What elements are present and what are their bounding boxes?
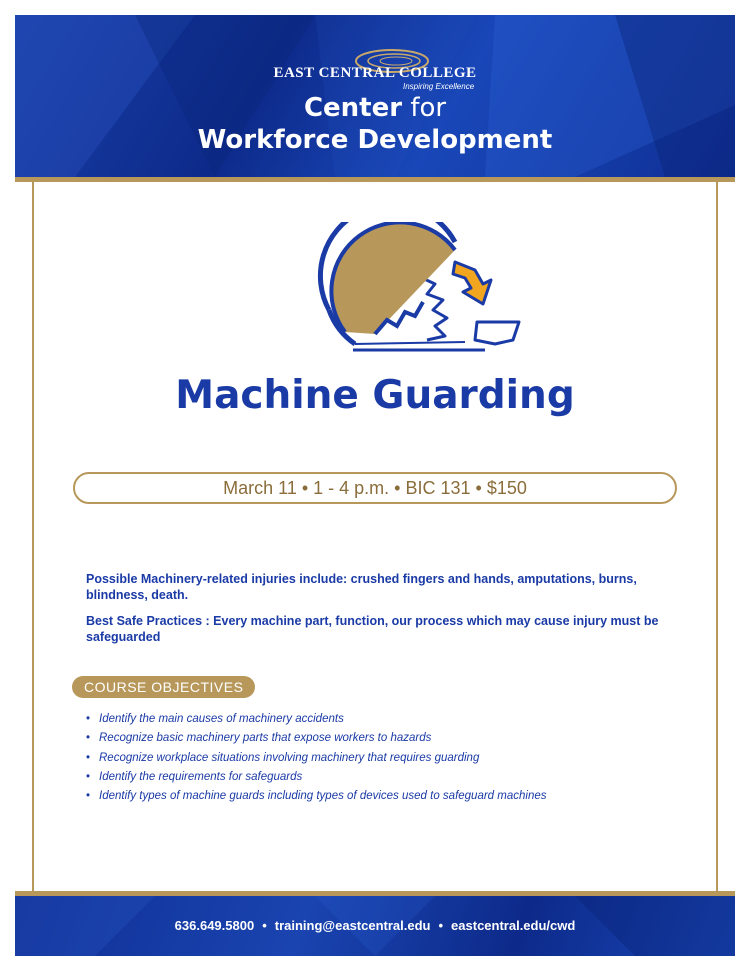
- phone-number[interactable]: 636.649.5800: [174, 918, 255, 933]
- safe-practices-paragraph: Best Safe Practices : Every machine part, function, our process which may cause injury must be safeguarded: [86, 614, 659, 644]
- objectives-list: [86, 710, 686, 806]
- bullet-icon: •: [86, 790, 91, 803]
- website-link[interactable]: eastcentral.edu/cwd: [451, 918, 576, 933]
- list-item: [86, 768, 686, 787]
- header-title-line1: [15, 93, 735, 123]
- course-objectives-heading: COURSE OBJECTIVES: [72, 676, 255, 698]
- footer-banner: [15, 896, 735, 956]
- title-bold-word: Center: [303, 93, 403, 123]
- header-title-line2: Workforce Development: [197, 125, 553, 155]
- list-item: [86, 710, 686, 729]
- bullet-icon: •: [86, 770, 91, 783]
- objective-text: Recognize workplace situations involving machinery that requires guarding: [99, 751, 480, 764]
- objective-text: Identify types of machine guards including types of devices used to safeguard machines: [99, 790, 547, 803]
- bullet-icon: •: [86, 751, 91, 764]
- course-title: Machine Guarding: [175, 373, 575, 418]
- contact-info: [15, 918, 735, 933]
- college-tagline: Inspiring Excellence: [403, 82, 475, 91]
- college-name: EAST CENTRAL COLLEGE: [273, 65, 477, 81]
- email-link[interactable]: training@eastcentral.edu: [274, 918, 431, 933]
- header-banner: [15, 15, 735, 177]
- bullet-icon: •: [86, 732, 91, 745]
- list-item: [86, 749, 686, 768]
- bullet-icon: •: [86, 713, 91, 725]
- separator-dot: •: [262, 918, 267, 933]
- course-details-pill: March 11 • 1 - 4 p.m. • BIC 131 • $150: [73, 472, 677, 504]
- injuries-paragraph: Possible Machinery-related injuries include: crushed fingers and hands, amputations, burns, blindness, death.: [86, 572, 637, 602]
- objective-text: Recognize basic machinery parts that expose workers to hazards: [99, 732, 432, 745]
- list-item: [86, 729, 686, 748]
- objective-text: Identify the requirements for safeguards: [99, 770, 303, 783]
- list-item: [86, 787, 686, 806]
- objective-text: Identify the main causes of machinery accidents: [99, 713, 344, 725]
- separator-dot: •: [438, 918, 444, 933]
- title-light-word: for: [410, 93, 447, 123]
- saw-blade-guard-icon: [315, 222, 525, 357]
